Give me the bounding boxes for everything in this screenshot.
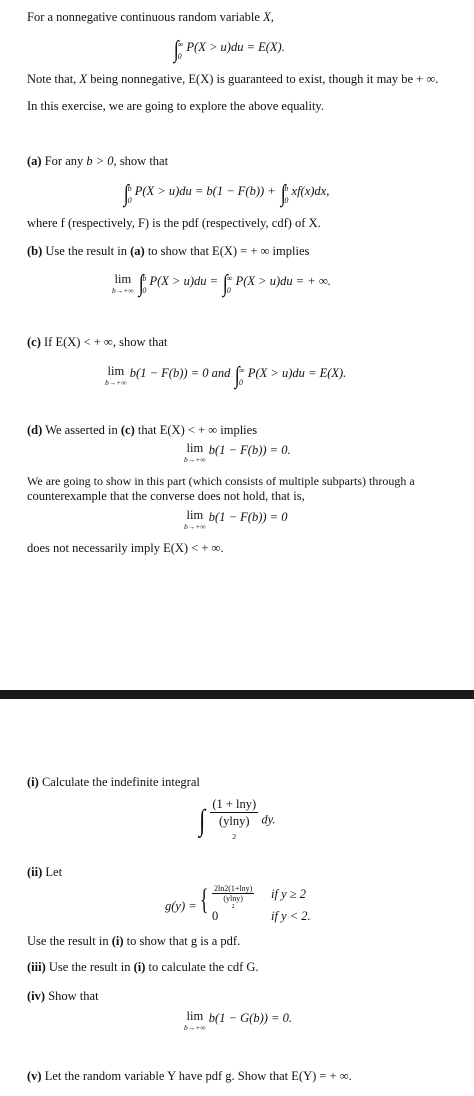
part-c-equation: lim b→+∞ b(1 − F(b)) = 0 and ∫ ∞ 0 P(X > u)du = E(X). (105, 363, 347, 389)
equation-main: ∫ ∞ 0 P(X > u)du = E(X). (173, 37, 285, 63)
intro-line (27, 10, 274, 24)
equation-body: P(X > u)du = E(X). (186, 40, 285, 54)
intro-text: For a nonnegative continuous random variable (27, 10, 260, 24)
page-divider (0, 690, 474, 699)
part-i-integral: ∫ (1 + lny) (ylny) 2 dy. (199, 797, 276, 841)
part-ii-use: Use the result in (i) to show that g is a pdf. (27, 934, 241, 948)
part-d-equation-2: lim b→+∞ b(1 − F(b)) = 0 (184, 508, 288, 531)
explore-line: In this exercise, we are going to explore the above equality. (27, 99, 324, 113)
note-line: Note that, X being nonnegative, E(X) is guaranteed to exist, though it may be + ∞. (27, 72, 439, 86)
cases-brace: { (199, 883, 209, 916)
part-iv-equation: lim b→+∞ b(1 − G(b)) = 0. (184, 1009, 292, 1032)
part-d-para-3: does not necessarily imply E(X) < + ∞. (27, 541, 224, 555)
part-a-equation: ∫ b 0 P(X > u)du = b(1 − F(b)) + ∫ b 0 xf(x)dx, (123, 181, 330, 207)
part-d-prompt: (d) We asserted in (c) that E(X) < + ∞ implies (27, 423, 258, 437)
part-c-prompt: (c) If E(X) < + ∞, show that (27, 335, 168, 349)
case-condition-2: if y < 2. (271, 909, 311, 923)
part-d-para-2: counterexample that the converse does not hold, that is, (27, 489, 305, 503)
case-condition-1: if y ≥ 2 (271, 887, 306, 901)
case-fraction: 2ln2(1+lny) (ylny) 2 (214, 884, 253, 910)
part-iv-prompt: (iv) Show that (27, 989, 99, 1003)
intro-variable: X, (263, 10, 274, 24)
part-i-prompt: (i) Calculate the indefinite integral (27, 775, 200, 789)
case-zero: 0 (212, 909, 219, 923)
integral-sign: ∫ (173, 37, 179, 63)
g-definition: g(y) = (165, 899, 197, 913)
part-b-equation: lim b→+∞ ∫ b 0 P(X > u)du = ∫ ∞ 0 P(X > u)du = + ∞. (112, 271, 331, 297)
part-iii-prompt: (iii) Use the result in (i) to calculate the cdf G. (27, 960, 259, 974)
part-v-prompt: (v) Let the random variable Y have pdf g. Show that E(Y) = + ∞. (27, 1069, 352, 1083)
part-ii-prompt: (ii) Let (27, 865, 63, 879)
part-b-prompt: (b) Use the result in (a) to show that E(X) = + ∞ implies (27, 244, 310, 258)
part-a-where: where f (respectively, F) is the pdf (respectively, cdf) of X. (27, 216, 321, 230)
part-a-prompt: (a) For any b > 0, show that (27, 154, 169, 168)
part-d-equation: lim b→+∞ b(1 − F(b)) = 0. (184, 441, 291, 464)
part-d-para-1: We are going to show in this part (which consists of multiple subparts) through a (27, 474, 415, 488)
